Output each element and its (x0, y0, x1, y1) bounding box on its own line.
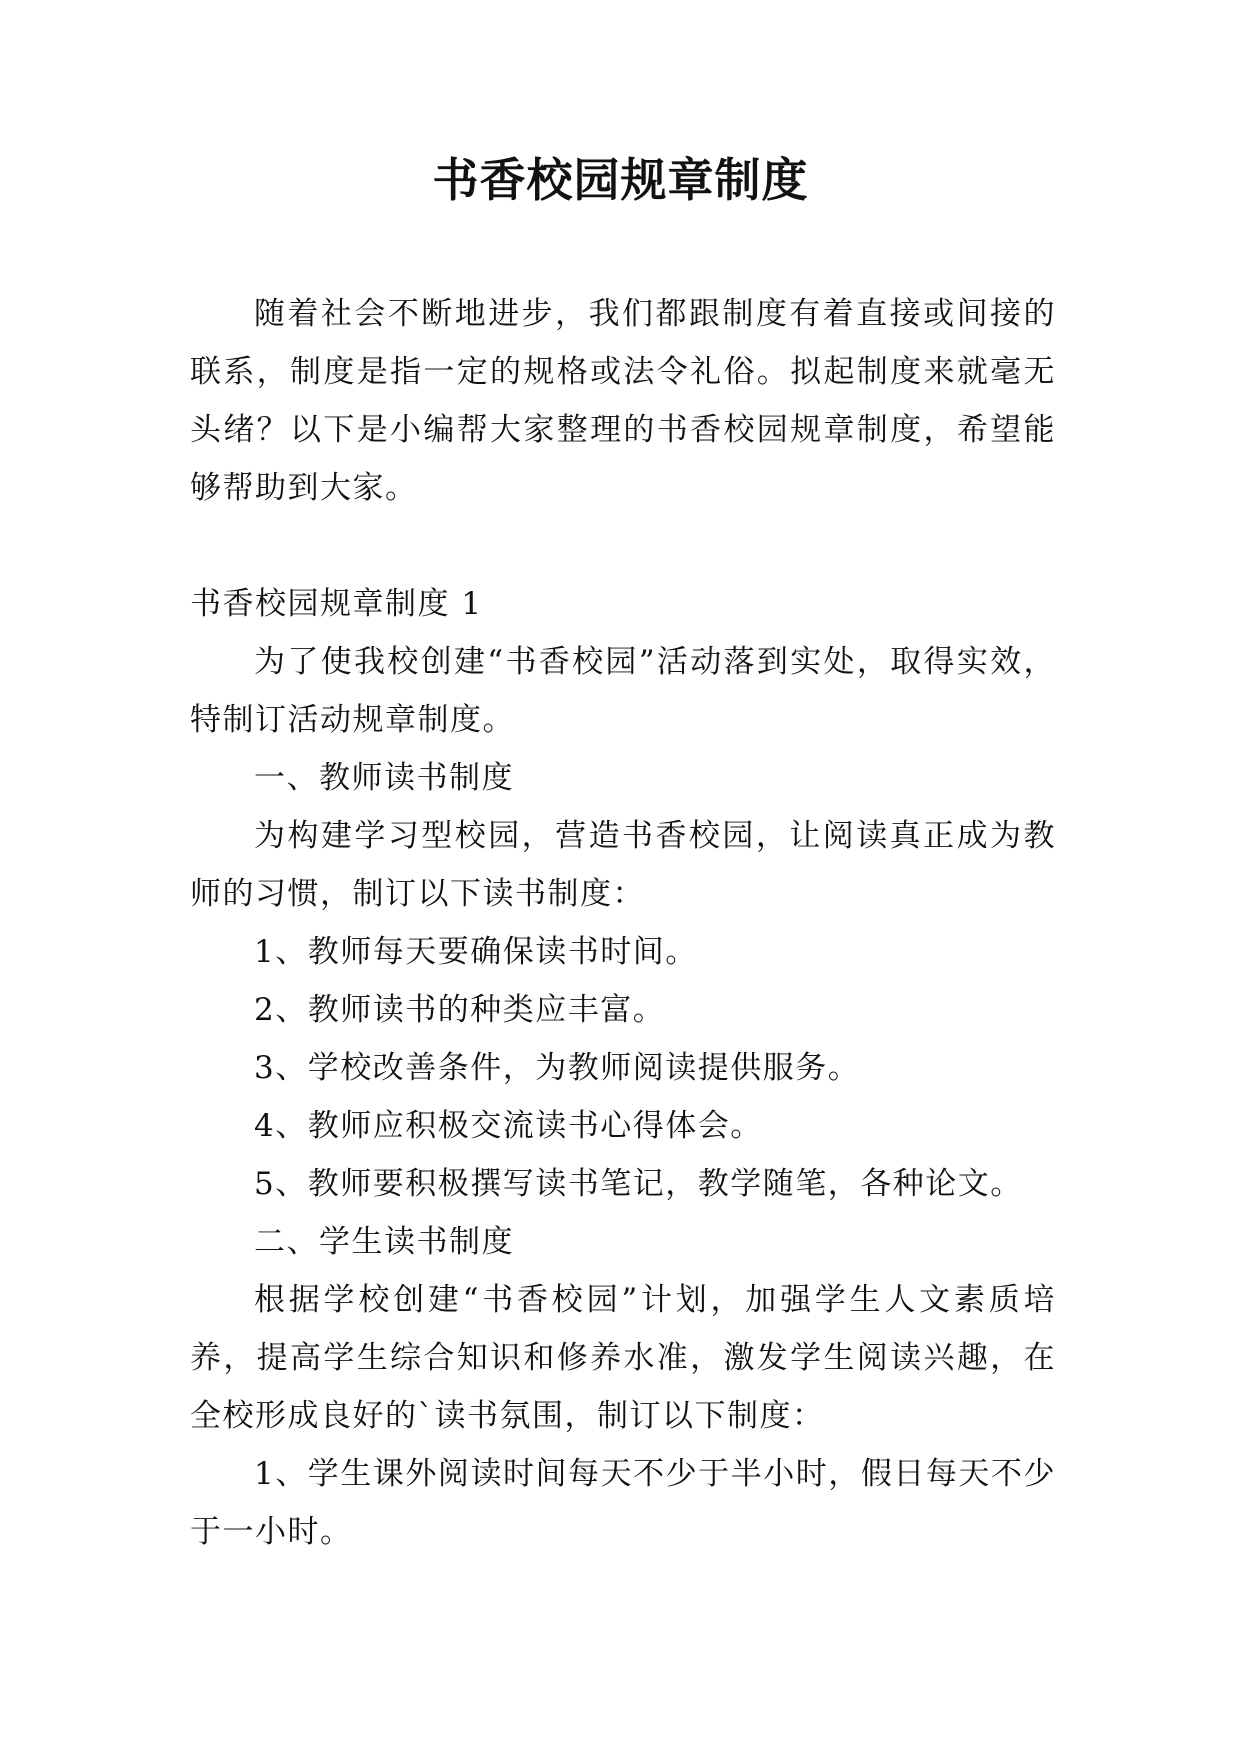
document-title: 书香校园规章制度 (432, 153, 809, 207)
list-item-teacher-3: 3、学校改善条件，为教师阅读提供服务。 (254, 1050, 861, 1086)
list-item-student-1: 1、学生课外阅读时间每天不少于半小时，假日每天不少于一小时。 (190, 1456, 1056, 1550)
document-body (190, 285, 1056, 1561)
subheading-teacher-reading: 一、教师读书制度 (254, 760, 514, 796)
list-item-teacher-5: 5、教师要积极撰写读书笔记，教学随笔，各种论文。 (254, 1166, 1023, 1202)
list-item-teacher-4: 4、教师应积极交流读书心得体会。 (254, 1108, 763, 1144)
section-heading-1: 书香校园规章制度 1 (190, 586, 483, 622)
list-item-teacher-2: 2、教师读书的种类应丰富。 (254, 992, 666, 1028)
paragraph-teacher-intro: 为构建学习型校园，营造书香校园，让阅读真正成为教师的习惯，制订以下读书制度： (190, 818, 1056, 912)
subheading-student-reading: 二、学生读书制度 (254, 1224, 514, 1260)
intro-paragraph: 随着社会不断地进步，我们都跟制度有着直接或间接的联系，制度是指一定的规格或法令礼俗。拟起制度来就毫无头绪？以下是小编帮大家整理的书香校园规章制度，希望能够帮助到大家。 (190, 296, 1056, 506)
paragraph-purpose: 为了使我校创建“书香校园”活动落到实处，取得实效，特制订活动规章制度。 (190, 644, 1056, 738)
list-item-teacher-1: 1、教师每天要确保读书时间。 (254, 934, 698, 970)
paragraph-student-intro: 根据学校创建“书香校园”计划，加强学生人文素质培养，提高学生综合知识和修养水准，激发学生阅读兴趣，在全校形成良好的`读书氛围，制订以下制度： (190, 1282, 1056, 1434)
